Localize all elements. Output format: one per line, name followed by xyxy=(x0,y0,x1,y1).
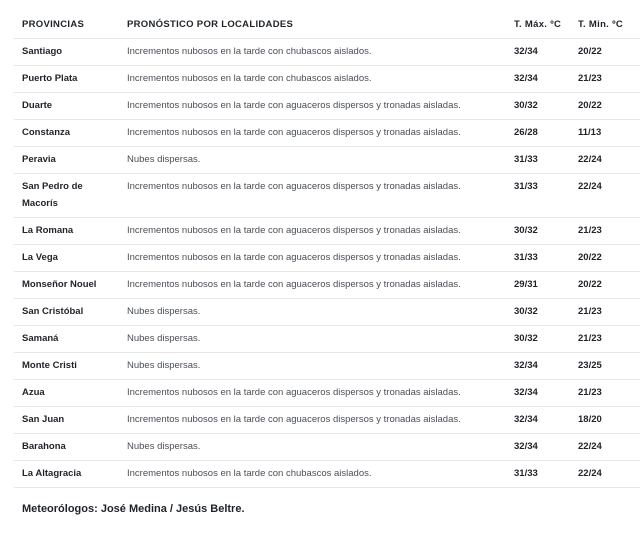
forecast-cell: Nubes dispersas. xyxy=(119,326,506,353)
province-cell: Monte Cristi xyxy=(14,353,119,380)
min-temp-cell: 18/20 xyxy=(570,407,640,434)
province-cell: Duarte xyxy=(14,93,119,120)
max-temp-cell: 26/28 xyxy=(506,120,570,147)
header-min-temp: T. Min. ºC xyxy=(570,11,640,39)
forecast-cell: Incrementos nubosos en la tarde con aguaceros dispersos y tronadas aisladas. xyxy=(119,380,506,407)
table-row xyxy=(14,326,640,353)
table-row xyxy=(14,461,640,488)
forecast-cell: Incrementos nubosos en la tarde con aguaceros dispersos y tronadas aisladas. xyxy=(119,272,506,299)
forecast-cell: Incrementos nubosos en la tarde con aguaceros dispersos y tronadas aisladas. xyxy=(119,120,506,147)
forecast-cell: Incrementos nubosos en la tarde con aguaceros dispersos y tronadas aisladas. xyxy=(119,218,506,245)
max-temp-cell: 31/33 xyxy=(506,461,570,488)
max-temp-cell: 29/31 xyxy=(506,272,570,299)
forecast-cell: Incrementos nubosos en la tarde con aguaceros dispersos y tronadas aisladas. xyxy=(119,245,506,272)
table-row xyxy=(14,174,640,218)
forecast-cell: Incrementos nubosos en la tarde con aguaceros dispersos y tronadas aisladas. xyxy=(119,93,506,120)
max-temp-cell: 32/34 xyxy=(506,39,570,66)
min-temp-cell: 21/23 xyxy=(570,218,640,245)
table-row xyxy=(14,272,640,299)
forecast-cell: Incrementos nubosos en la tarde con chubascos aislados. xyxy=(119,66,506,93)
table-row xyxy=(14,120,640,147)
forecast-cell: Nubes dispersas. xyxy=(119,147,506,174)
province-cell: La Vega xyxy=(14,245,119,272)
header-max-temp: T. Máx. ºC xyxy=(506,11,570,39)
forecast-cell: Nubes dispersas. xyxy=(119,299,506,326)
table-row xyxy=(14,39,640,66)
province-cell: Monseñor Nouel xyxy=(14,272,119,299)
min-temp-cell: 20/22 xyxy=(570,272,640,299)
province-cell: Azua xyxy=(14,380,119,407)
province-cell: San Juan xyxy=(14,407,119,434)
province-cell: Constanza xyxy=(14,120,119,147)
max-temp-cell: 31/33 xyxy=(506,245,570,272)
min-temp-cell: 21/23 xyxy=(570,326,640,353)
table-row xyxy=(14,66,640,93)
max-temp-cell: 31/33 xyxy=(506,174,570,218)
table-row xyxy=(14,245,640,272)
max-temp-cell: 30/32 xyxy=(506,326,570,353)
forecast-cell: Incrementos nubosos en la tarde con chubascos aislados. xyxy=(119,461,506,488)
province-cell: Barahona xyxy=(14,434,119,461)
forecast-cell: Nubes dispersas. xyxy=(119,353,506,380)
min-temp-cell: 20/22 xyxy=(570,245,640,272)
max-temp-cell: 32/34 xyxy=(506,353,570,380)
province-cell: Samaná xyxy=(14,326,119,353)
max-temp-cell: 30/32 xyxy=(506,218,570,245)
meteorologists-credit: Meteorólogos: José Medina / Jesús Beltre. xyxy=(22,503,245,515)
forecast-cell: Nubes dispersas. xyxy=(119,434,506,461)
table-row xyxy=(14,299,640,326)
forecast-cell: Incrementos nubosos en la tarde con chubascos aislados. xyxy=(119,39,506,66)
min-temp-cell: 22/24 xyxy=(570,434,640,461)
province-cell: San Pedro de Macorís xyxy=(14,174,119,218)
min-temp-cell: 22/24 xyxy=(570,174,640,218)
table-row xyxy=(14,353,640,380)
forecast-cell: Incrementos nubosos en la tarde con aguaceros dispersos y tronadas aisladas. xyxy=(119,407,506,434)
table-row xyxy=(14,93,640,120)
min-temp-cell: 23/25 xyxy=(570,353,640,380)
min-temp-cell: 21/23 xyxy=(570,299,640,326)
max-temp-cell: 32/34 xyxy=(506,66,570,93)
table-row xyxy=(14,380,640,407)
min-temp-cell: 11/13 xyxy=(570,120,640,147)
table-row xyxy=(14,407,640,434)
max-temp-cell: 32/34 xyxy=(506,380,570,407)
max-temp-cell: 30/32 xyxy=(506,299,570,326)
min-temp-cell: 22/24 xyxy=(570,147,640,174)
forecast-cell: Incrementos nubosos en la tarde con aguaceros dispersos y tronadas aisladas. xyxy=(119,174,506,218)
max-temp-cell: 32/34 xyxy=(506,434,570,461)
province-cell: Puerto Plata xyxy=(14,66,119,93)
min-temp-cell: 21/23 xyxy=(570,66,640,93)
province-cell: Peravia xyxy=(14,147,119,174)
table-header-row xyxy=(14,11,640,39)
min-temp-cell: 20/22 xyxy=(570,39,640,66)
table-row xyxy=(14,218,640,245)
forecast-table xyxy=(14,11,640,488)
table-row xyxy=(14,147,640,174)
min-temp-cell: 21/23 xyxy=(570,380,640,407)
max-temp-cell: 31/33 xyxy=(506,147,570,174)
max-temp-cell: 32/34 xyxy=(506,407,570,434)
min-temp-cell: 20/22 xyxy=(570,93,640,120)
header-province: PROVINCIAS xyxy=(14,11,119,39)
province-cell: San Cristóbal xyxy=(14,299,119,326)
province-cell: La Altagracia xyxy=(14,461,119,488)
table-row xyxy=(14,434,640,461)
max-temp-cell: 30/32 xyxy=(506,93,570,120)
province-cell: La Romana xyxy=(14,218,119,245)
header-forecast: PRONÓSTICO POR LOCALIDADES xyxy=(119,11,506,39)
min-temp-cell: 22/24 xyxy=(570,461,640,488)
province-cell: Santiago xyxy=(14,39,119,66)
table-body xyxy=(14,39,640,488)
